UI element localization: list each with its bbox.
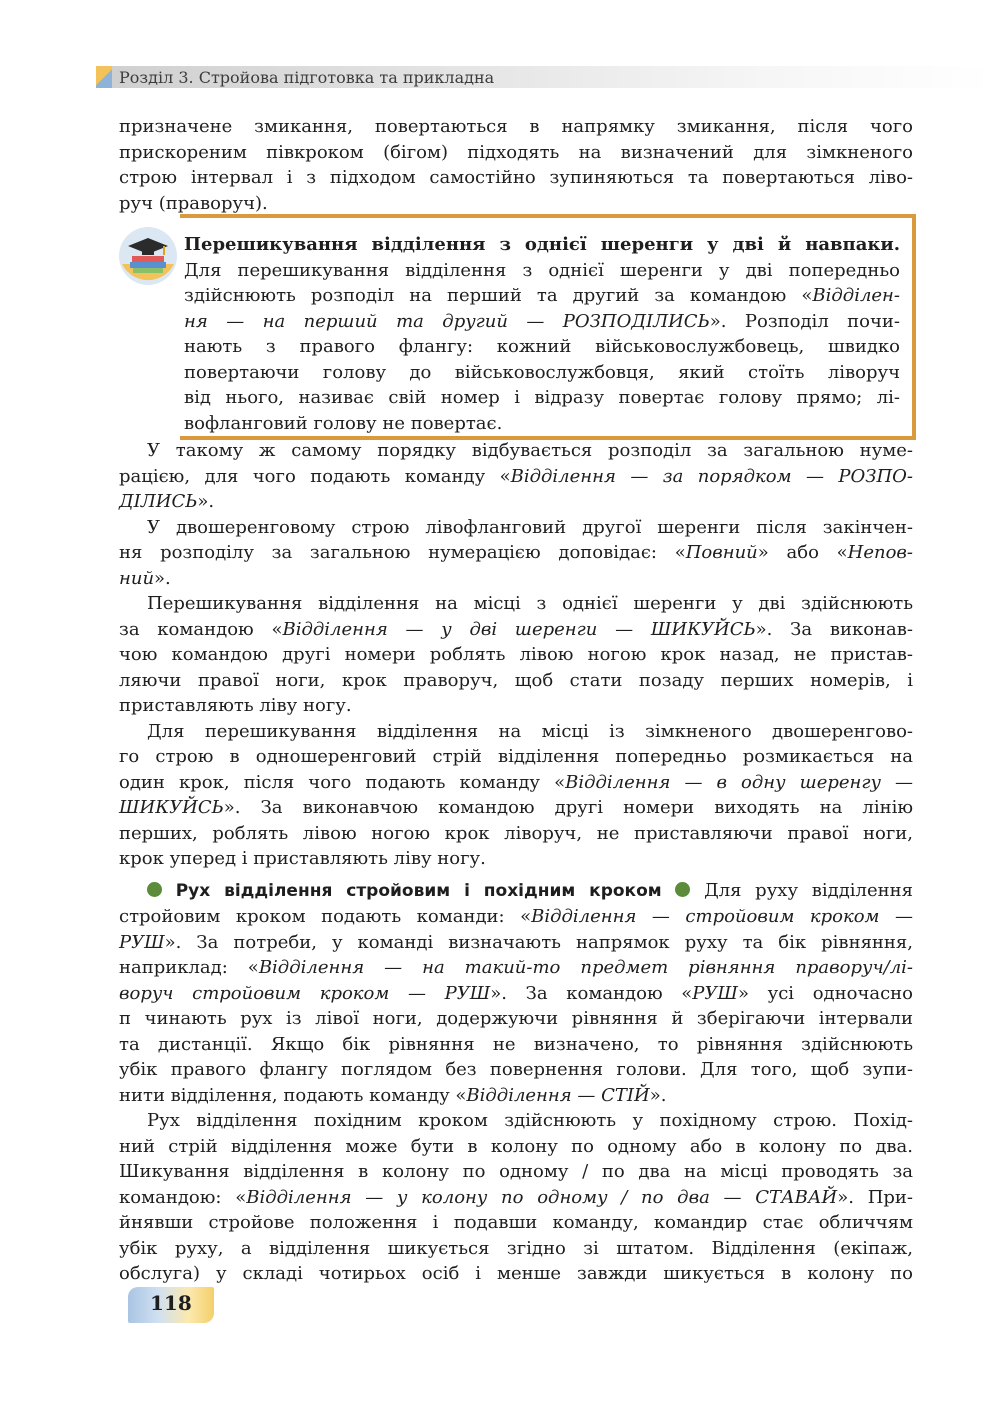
text-line: ня — на перший та другий — РОЗПОДІЛИСЬ». Розподіл почи- [184,310,900,332]
box-title: Перешикування відділення з однієї шеренги у дві й навпаки. [184,234,900,255]
text-line: командою: «Відділення — у колону по одному / по два — СТАВАЙ». При- [119,1186,913,1208]
text-line: ня розподілу за загальною нумерацією доповідає: «Повний» або «Непов- [119,542,913,563]
text-line: перших, роблять лівою ногою крок ліворуч, не приставляючи правої ноги, [119,822,913,844]
text-line: ШИКУЙСЬ». За виконавчою командою другі номери виходять на лінію [119,797,913,818]
text-line: повертаючи голову до військовослужбовця, який стоїть ліворуч [184,361,900,383]
text-line: чою командою другі номери роблять лівою ногою крок назад, не пристав- [119,644,913,665]
text-line: один крок, після чого подають команду «Відділення — в одну шеренгу — [119,771,914,793]
text-line: Шикування відділення в колону по одному / по два на місці проводять за [119,1161,913,1182]
text-line: Для перешикування відділення з однієї шеренги у дві попередньо [184,259,900,281]
green-bullet-icon [675,882,690,897]
text-line: йнявши стройове положення і подавши команду, командир стає обличчям [119,1212,913,1233]
text-line: Рух відділення похідним кроком здійснюють у похідному строю. Похід- [147,1110,913,1131]
text-line: нити відділення, подають команду «Відділення — СТІЙ». [119,1084,667,1106]
section-heading: Рух відділення стройовим і похідним кроком [175,880,662,901]
section-heading-line: Рух відділення стройовим і похідним кроком Для руху відділення [119,878,913,905]
header-title: Розділ 3. Стройова підготовка та прикладна [119,68,495,87]
green-bullet-icon [147,882,162,897]
text-line: стройовим кроком подають команди: «Відділення — стройовим кроком — [119,906,913,927]
text-line: нають з правого флангу: кожний військовослужбовець, швидко [184,336,900,357]
text-line: здійснюють розподіл на перший та другий за командою «Відділен- [184,285,900,306]
text-line: за командою «Відділення — у дві шеренги — ШИКУЙСЬ». За виконав- [119,618,913,640]
text-line: наприклад: «Відділення — на такий-то предмет рівняння праворуч/лі- [119,957,914,978]
info-box [184,232,900,436]
text-line: п чинають рух із лівої ноги, додержуючи рівняння й зберігаючи інтервали [119,1008,913,1029]
text-line: убік правого флангу поглядом без повернення голови. Для того, щоб зупи- [119,1059,913,1080]
text-line: го строю в одношеренговий стрій відділення попередньо розмикається на [119,746,913,767]
intro-paragraph [119,114,913,216]
text-line: обслуга) у складі чотирьох осіб і менше завжди шикується в колону по [119,1263,913,1284]
text-line: Для перешикування відділення на місці із зімкненого двошеренгово- [147,720,913,742]
text-line: У такому ж самому порядку відбувається розподіл за загальною нуме- [147,440,913,461]
text-line: вофланговий голову не повертає. [184,412,503,434]
text-line: У двошеренговому строю лівофланговий другої шеренги після закінчен- [147,516,913,538]
page-number-badge [128,1287,214,1323]
text-line: убік руху, а відділення шикується згідно зі штатом. Відділення (екіпаж, [119,1237,913,1259]
text-line: рацією, для чого подають команду «Відділення — за порядком — РОЗПО- [119,465,913,487]
text-line: приставляють ліву ногу. [119,695,352,716]
text-line: призначене змикання, повертаються в напрямку змикання, після чого [119,116,913,137]
graduation-books-icon [118,226,178,286]
text-line: крок уперед і приставляють ліву ногу. [119,848,486,869]
page-number: 118 [150,1291,192,1315]
text-line: ДІЛИСЬ». [119,491,215,512]
text-line: РУШ». За потреби, у команді визначають напрямок руху та бік рівняння, [119,931,913,953]
text-line: строю інтервал і з підходом самостійно зупиняються та повертаються ліво- [119,167,913,188]
text-line: руч (праворуч). [119,192,268,214]
header-marker-icon [96,66,112,88]
text-line: від нього, називає свій номер і відразу повертає голову прямо; лі- [184,387,900,408]
text-line: воруч стройовим кроком — РУШ». За командою «РУШ» усі одночасно [119,982,913,1004]
text-line: Перешикування відділення на місці з однієї шеренги у дві здійснюють [147,593,913,614]
text-line: та дистанції. Якщо бік рівняння не визначено, то рівняння здійснюють [119,1033,913,1055]
text-line: ляючи правої ноги, крок праворуч, щоб стати позаду перших номерів, і [119,669,913,691]
text-line: ний». [119,567,171,589]
page-header [96,66,992,88]
text-line: прискореним півкроком (бігом) підходять на визначений для зімкненого [119,141,913,163]
text-line: ний стрій відділення може бути в колону по одному або в колону по два. [119,1135,913,1157]
main-text [119,438,913,1287]
